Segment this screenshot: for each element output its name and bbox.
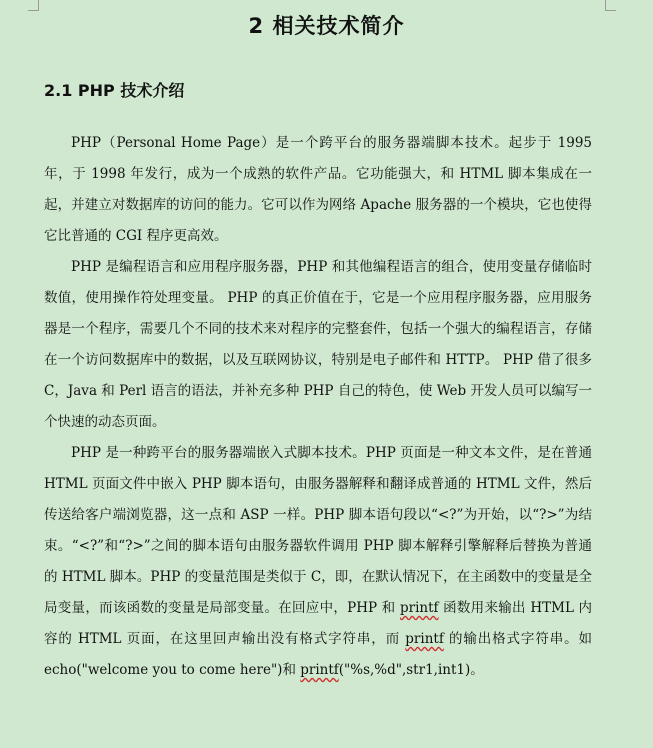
spellcheck-word[interactable]: printf — [400, 600, 439, 616]
paragraph-1-text: PHP（Personal Home Page）是一个跨平台的服务器端脚本技术。起步于 1995 年，于 1998 年发行，成为一个成熟的软件产品。它功能强大，和 HTML 脚本集成在一起，并建立对数据库的访问的能力。它可以作为网络 Apache 服务器的一个模块，它也使得它比普通的 CGI 程序更高效。 — [44, 135, 592, 244]
paragraph-2 — [44, 252, 592, 438]
paragraph-3-text-d: ("%s,%d",str1,int1)。 — [338, 662, 484, 678]
spellcheck-word[interactable]: printf — [405, 631, 444, 647]
section-title: 2.1 PHP 技术介绍 — [44, 81, 185, 100]
paragraph-2-text: PHP 是编程语言和应用程序服务器，PHP 和其他编程语言的组合，使用变量存储临时数值，使用操作符处理变量。 PHP 的真正价值在于，它是一个应用程序服务器，应用服务器是一个程序，需要几个不同的技术来对程序的完整套件，包括一个强大的编程语言，存储在一个访问数据库中的数据，以及互联网协议，特别是电子邮件和 HTTP。 PHP 借了很多 C，Java 和 Perl 语言的语法，并补充多种 PHP 自己的特色，使 Web 开发人员可以编写一个快速的动态页面。 — [44, 259, 592, 430]
document-body — [44, 128, 592, 686]
chapter-title: 2 相关技术简介 — [248, 14, 405, 38]
paragraph-1 — [44, 128, 592, 252]
paragraph-3-text-b: 函数用来输出 HTML 内容的 HTML 页面，在这里回声输出没有格式字符串，而 — [44, 600, 592, 647]
paragraph-3-text-a: PHP 是一种跨平台的服务器端嵌入式脚本技术。PHP 页面是一种文本文件，是在普通 HTML 页面文件中嵌入 PHP 脚本语句，由服务器解释和翻译成普通的 HTML 文件，然后传送给客户端浏览器，这一点和 ASP 一样。PHP 脚本语句段以“<?”为开始，以“?>”为结束。“<?”和“?>”之间的脚本语句由服务器软件调用 PHP 脚本解释引擎解释后替换为普通的 HTML 脚本。PHP 的变量范围是类似于 C，即，在默认情况下，在主函数中的变量是全局变量，而该函数的变量是局部变量。在回应中，PHP 和 — [44, 445, 592, 616]
spellcheck-word[interactable]: printf — [300, 662, 339, 678]
paragraph-3-text-c: 的输出格式字符串。如 echo("welcome you to come here")和 — [44, 631, 592, 678]
paragraph-3 — [44, 438, 592, 686]
